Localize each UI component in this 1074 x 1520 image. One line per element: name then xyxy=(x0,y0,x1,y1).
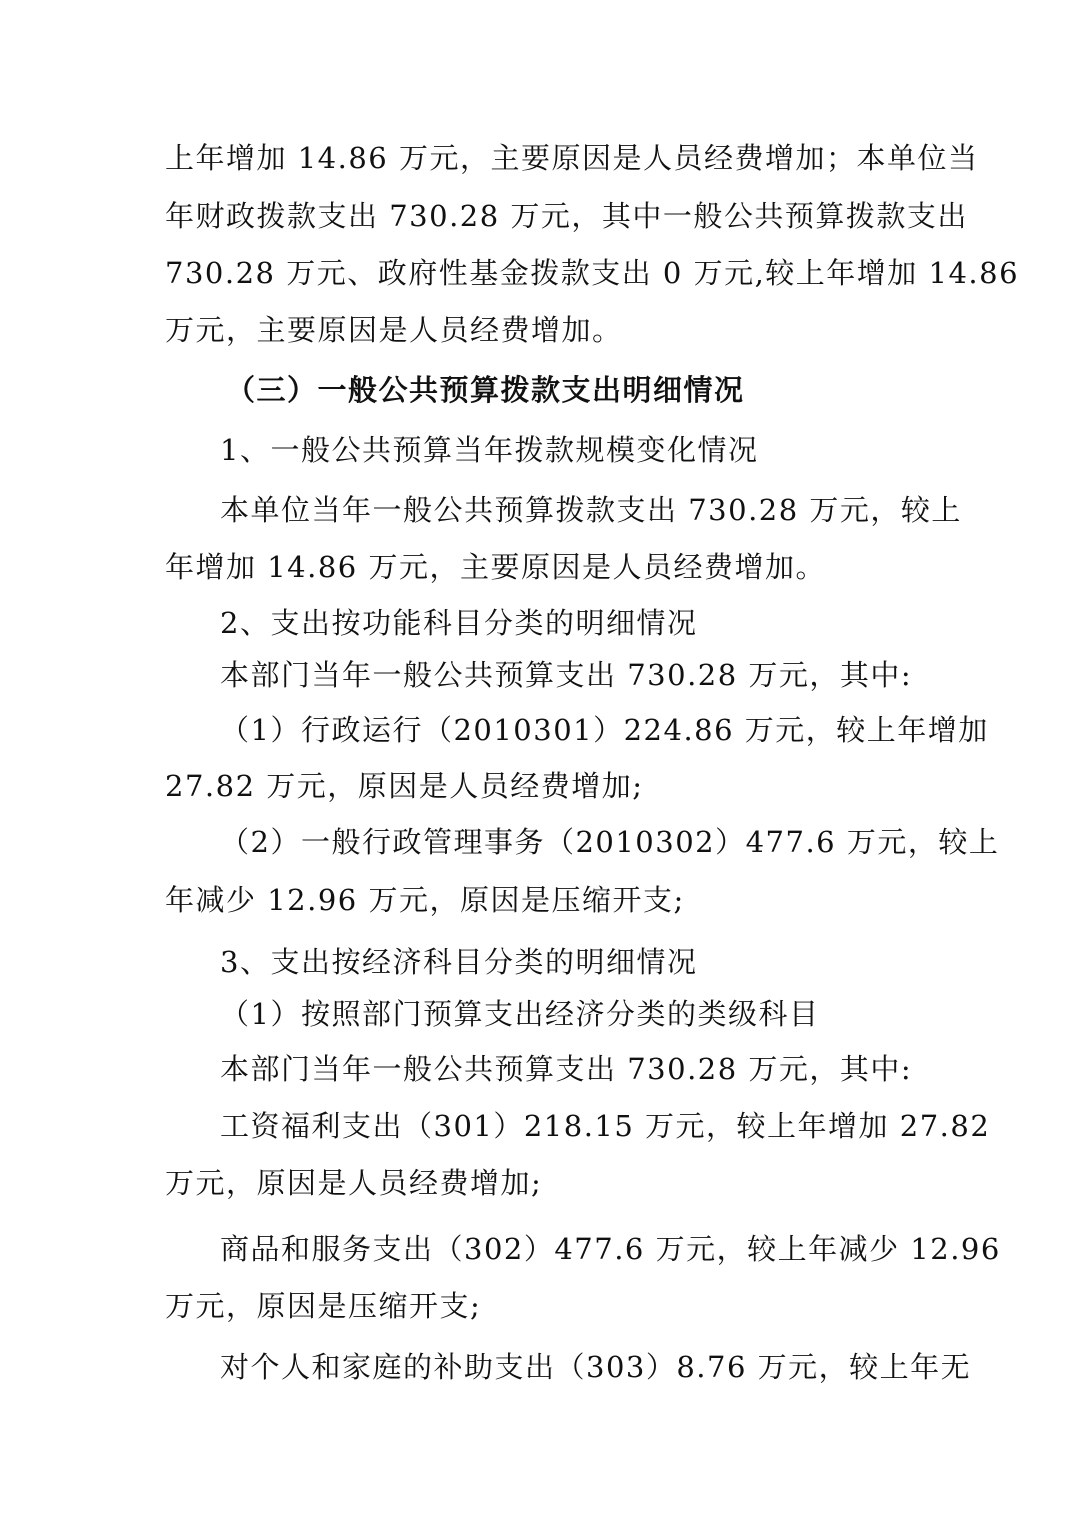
body-text-line: 730.28 万元、政府性基金拨款支出 0 万元,较上年增加 14.86 xyxy=(165,256,1020,290)
body-text-line: 本部门当年一般公共预算支出 730.28 万元，其中: xyxy=(220,1052,913,1086)
list-item-line: 27.82 万元，原因是人员经费增加; xyxy=(165,769,644,803)
body-text-line: 年增加 14.86 万元，主要原因是人员经费增加。 xyxy=(165,550,826,584)
body-text-line: 本单位当年一般公共预算拨款支出 730.28 万元，较上 xyxy=(220,493,962,527)
list-item-line: （2）一般行政管理事务（2010302）477.6 万元，较上 xyxy=(220,825,1000,859)
body-text-line: 年财政拨款支出 730.28 万元，其中一般公共预算拨款支出 xyxy=(165,199,968,233)
subsection-title: 3、支出按经济科目分类的明细情况 xyxy=(220,945,698,979)
list-item-line: 万元，原因是人员经费增加; xyxy=(165,1166,543,1200)
section-heading: （三）一般公共预算拨款支出明细情况 xyxy=(226,373,745,407)
list-item-line: 商品和服务支出（302）477.6 万元，较上年减少 12.96 xyxy=(220,1232,1001,1266)
subsection-title: 1、一般公共预算当年拨款规模变化情况 xyxy=(220,433,759,467)
list-item-line: 年减少 12.96 万元，原因是压缩开支; xyxy=(165,883,685,917)
list-item-line: 对个人和家庭的补助支出（303）8.76 万元，较上年无 xyxy=(220,1350,972,1384)
body-text-line: 本部门当年一般公共预算支出 730.28 万元，其中: xyxy=(220,658,913,692)
subsection-title: 2、支出按功能科目分类的明细情况 xyxy=(220,606,698,640)
body-text-line: 上年增加 14.86 万元，主要原因是人员经费增加；本单位当 xyxy=(165,141,979,175)
subsection-title: （1）按照部门预算支出经济分类的类级科目 xyxy=(220,997,820,1031)
list-item-line: 万元，原因是压缩开支; xyxy=(165,1289,482,1323)
body-text-line: 万元，主要原因是人员经费增加。 xyxy=(165,313,623,347)
list-item-line: 工资福利支出（301）218.15 万元，较上年增加 27.82 xyxy=(220,1109,991,1143)
list-item-line: （1）行政运行（2010301）224.86 万元，较上年增加 xyxy=(220,713,989,747)
